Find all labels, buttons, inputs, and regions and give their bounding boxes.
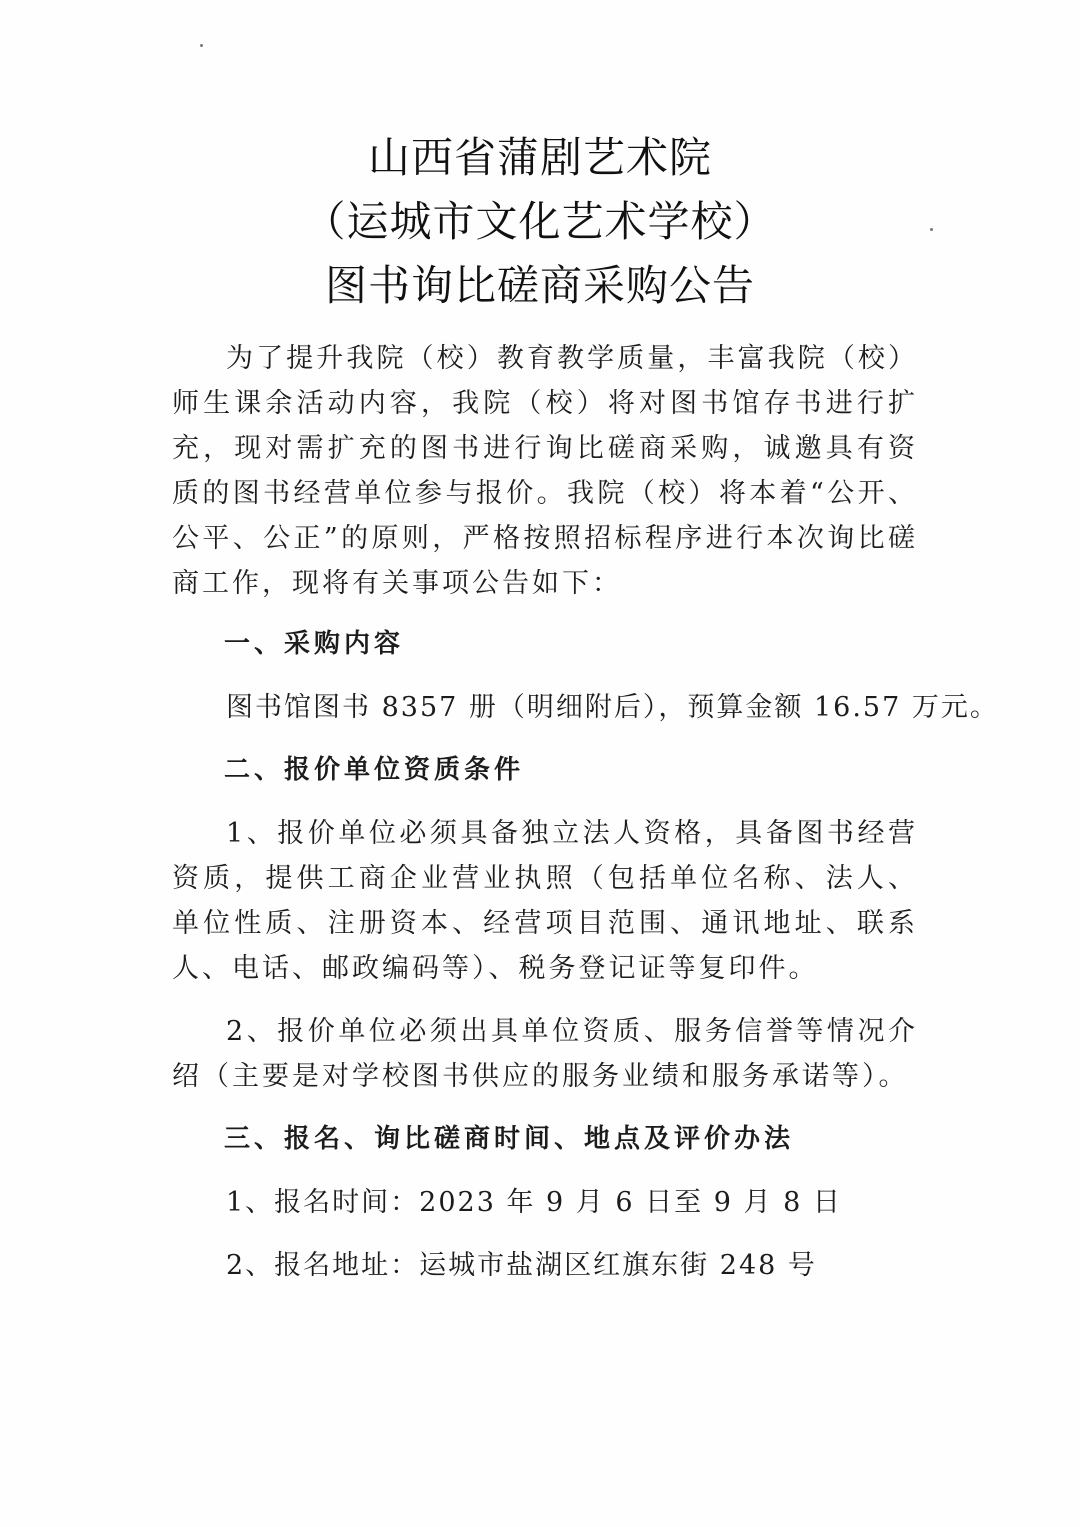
section-2-heading: 二、报价单位资质条件 bbox=[224, 755, 525, 785]
title-line-2: （运城市文化艺术学校） bbox=[303, 197, 777, 246]
title-line-1: 山西省蒲剧艺术院 bbox=[367, 133, 712, 182]
section-3-item-1: 1、报名时间：2023 年 9 月 6 日至 9 月 8 日 bbox=[226, 1187, 842, 1218]
section-3-item-2: 2、报名地址：运城市盐湖区红旗东街 248 号 bbox=[226, 1250, 817, 1281]
section-2-item-1: 1、报价单位必须具备独立法人资格，具备图书经营资质，提供工商企业营业执照（包括单位名称、法人、单位性质、注册资本、经营项目范围、通讯地址、联系人、电话、邮政编码等）、税务登记证等复印件。 bbox=[172, 818, 918, 984]
document-body bbox=[172, 336, 999, 1306]
section-1-text: 图书馆图书 8357 册（明细附后），预算金额 16.57 万元。 bbox=[226, 692, 999, 723]
document-title bbox=[0, 126, 1080, 318]
section-3-heading: 三、报名、询比磋商时间、地点及评价办法 bbox=[224, 1124, 795, 1154]
section-1-heading: 一、采购内容 bbox=[224, 629, 405, 659]
title-line-3: 图书询比磋商采购公告 bbox=[324, 261, 755, 310]
intro-paragraph: 为了提升我院（校）教育教学质量，丰富我院（校）师生课余活动内容，我院（校）将对图书馆存书进行扩充，现对需扩充的图书进行询比磋商采购，诚邀具有资质的图书经营单位参与报价。我院（校）将本着“公开、公平、公正”的原则，严格按照招标程序进行本次询比磋商工作，现将有关事项公告如下： bbox=[172, 343, 918, 599]
section-2-item-2: 2、报价单位必须出具单位资质、服务信誉等情况介绍（主要是对学校图书供应的服务业绩和服务承诺等）。 bbox=[172, 1016, 918, 1092]
scan-speck bbox=[200, 44, 203, 47]
